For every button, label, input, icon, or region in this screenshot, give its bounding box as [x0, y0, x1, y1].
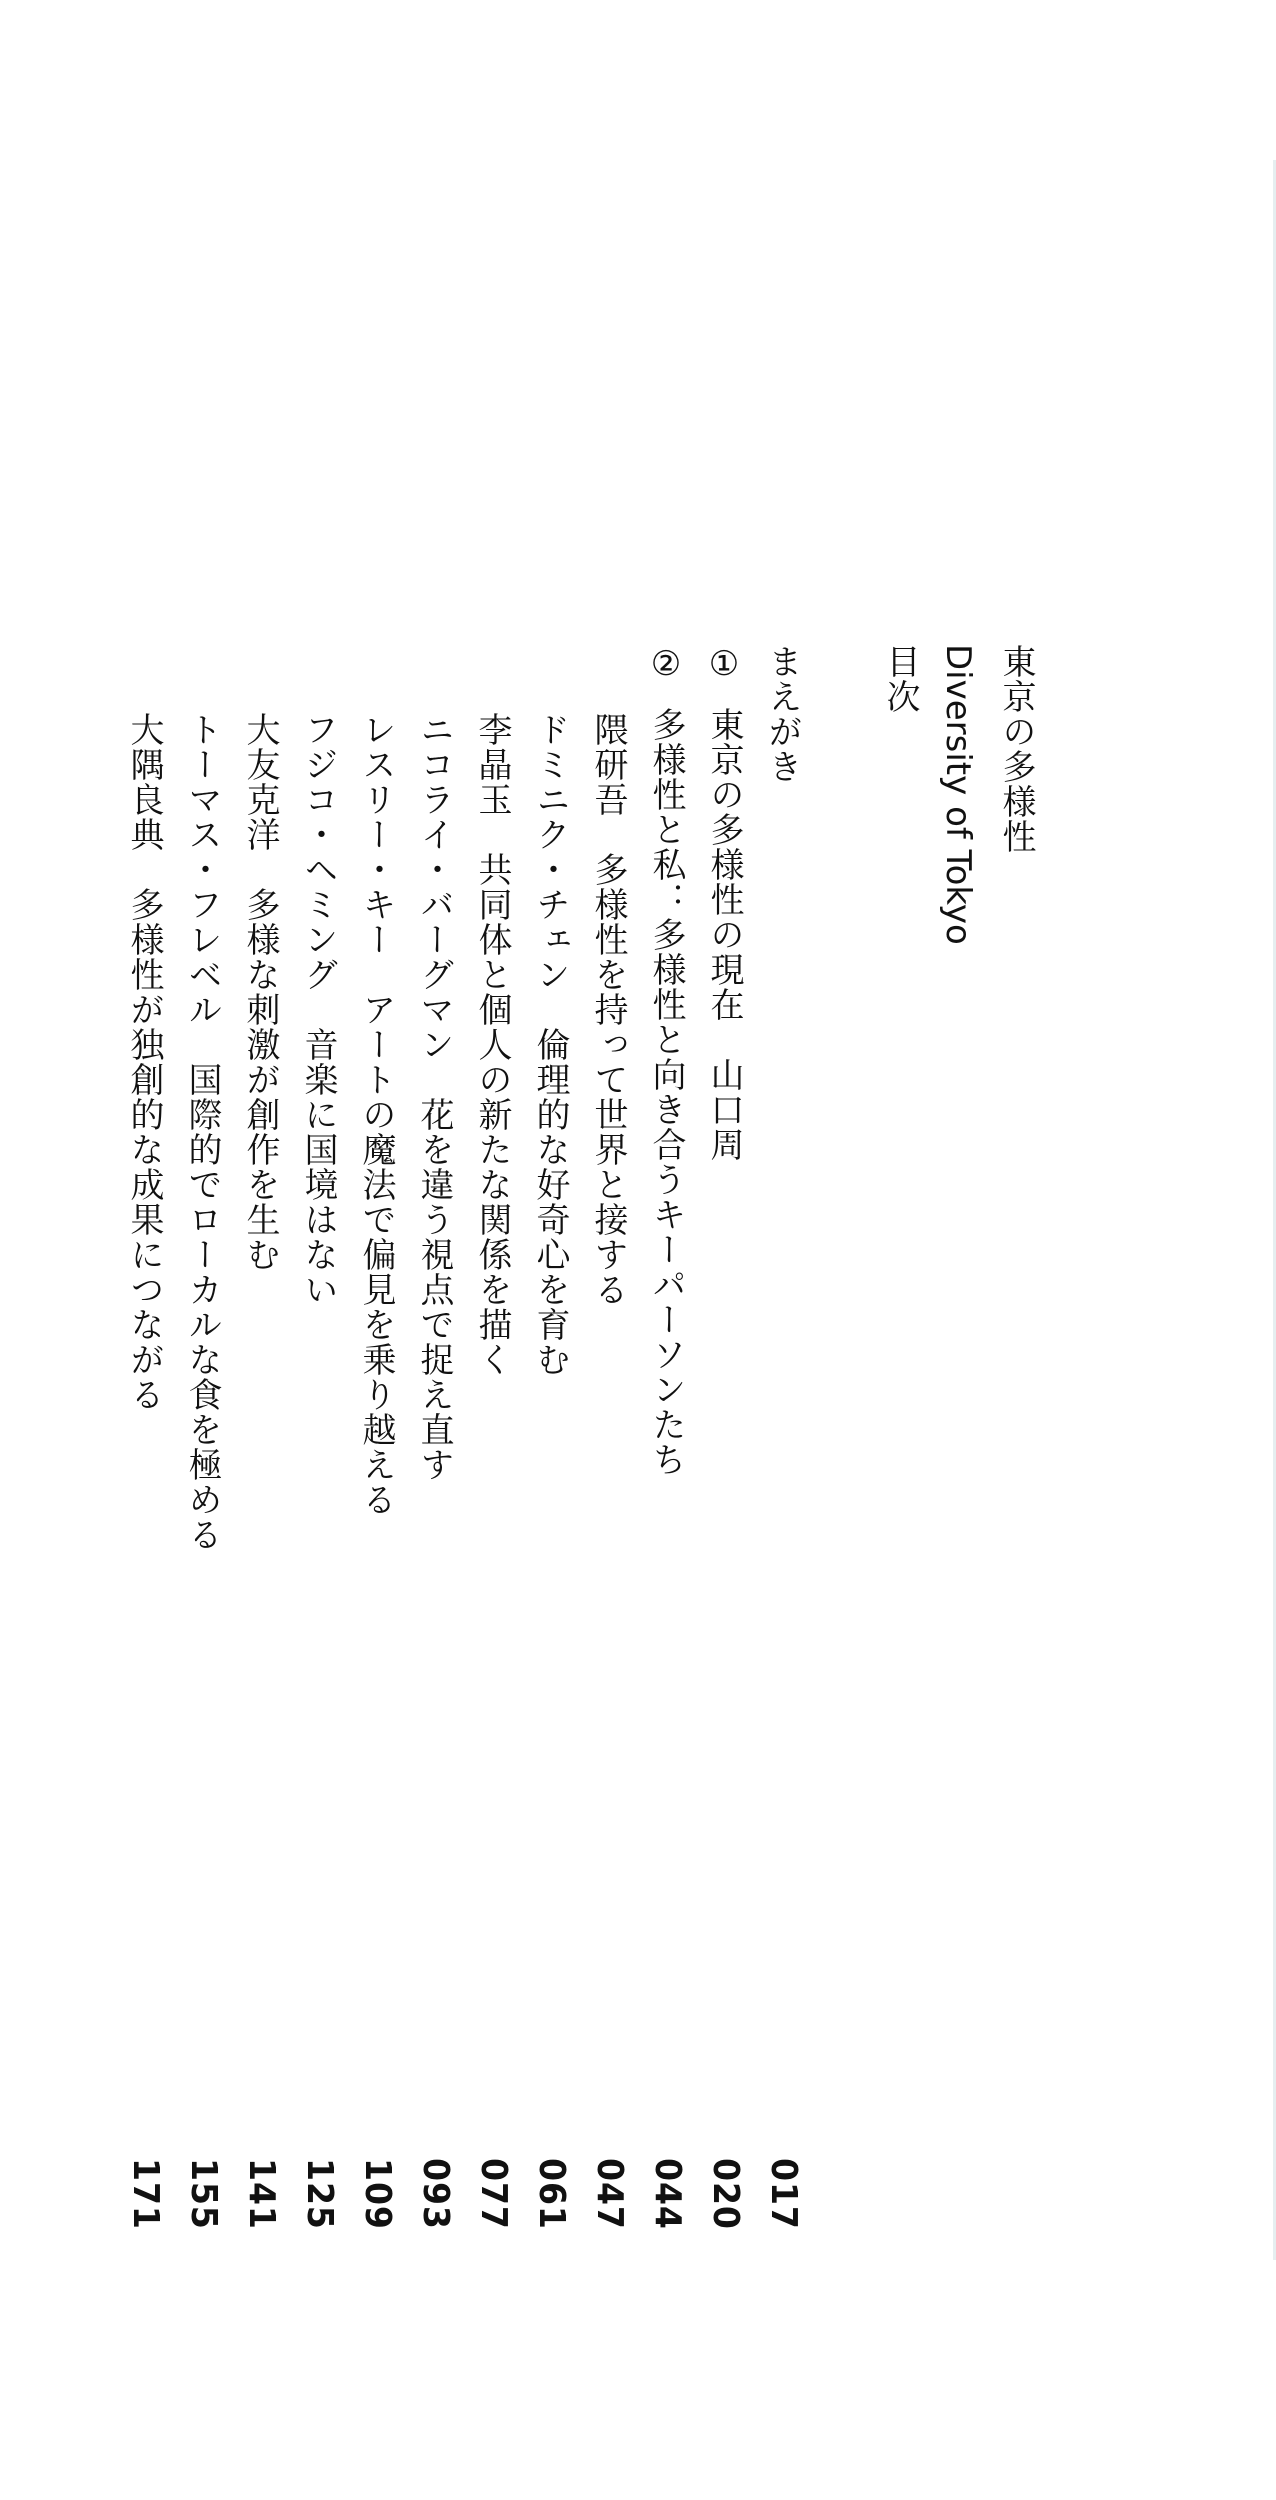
part2-marker: ② [646, 644, 686, 685]
toc-entry-preface[interactable]: まえがき [762, 644, 802, 784]
toc-entry[interactable]: ニコライ・バーグマン 花を違う視点で捉え直す [414, 712, 454, 1482]
toc-entry-part2[interactable] [646, 644, 686, 1477]
part1-marker: ① [704, 644, 744, 685]
page-number: 047 [589, 2158, 630, 2230]
toc-entry[interactable]: ドミニク・チェン 倫理的な好奇心を育む [530, 712, 570, 1377]
page-number: 125 [299, 2158, 340, 2230]
toc-entry[interactable]: 李晶玉 共同体と個人の新たな関係を描く [472, 712, 512, 1377]
page-number-part1: 020 [705, 2158, 746, 2230]
page-number: 141 [241, 2158, 282, 2230]
page-number-preface: 017 [763, 2158, 804, 2230]
page-number: 109 [357, 2158, 398, 2230]
book-title-ja: 東京の多様性 [996, 644, 1036, 854]
page-number-part2: 044 [647, 2158, 688, 2230]
part2-label: 多様性と私：多様性と向き合うキーパーソンたち [646, 707, 686, 1477]
book-title-en: Diversity of Tokyo [938, 644, 978, 945]
part1-label: 東京の多様性の現在 山口周 [704, 707, 744, 1162]
toc-entry-part1[interactable] [704, 644, 744, 1162]
toc-heading: 目次 [880, 644, 920, 714]
page-number: 061 [531, 2158, 572, 2230]
toc-entry[interactable]: 隈研吾 多様性を持って世界と接する [588, 712, 628, 1307]
toc-entry[interactable]: レスリー・キー アートの魔法で偏見を乗り越える [356, 712, 396, 1517]
page-number: 155 [183, 2158, 224, 2230]
page-number: 077 [473, 2158, 514, 2230]
toc-entry[interactable]: 大隅良典 多様性が独創的な成果につながる [124, 712, 164, 1412]
toc-entry[interactable]: トーマス・フレベル 国際的でローカルな食を極める [182, 712, 222, 1552]
toc-entry[interactable]: フジコ・ヘミング 音楽に国境はない [298, 712, 338, 1307]
toc-entry[interactable]: 大友克洋 多様な刺激が創作を生む [240, 712, 280, 1272]
page-number: 171 [125, 2158, 166, 2230]
page-number: 093 [415, 2158, 456, 2230]
